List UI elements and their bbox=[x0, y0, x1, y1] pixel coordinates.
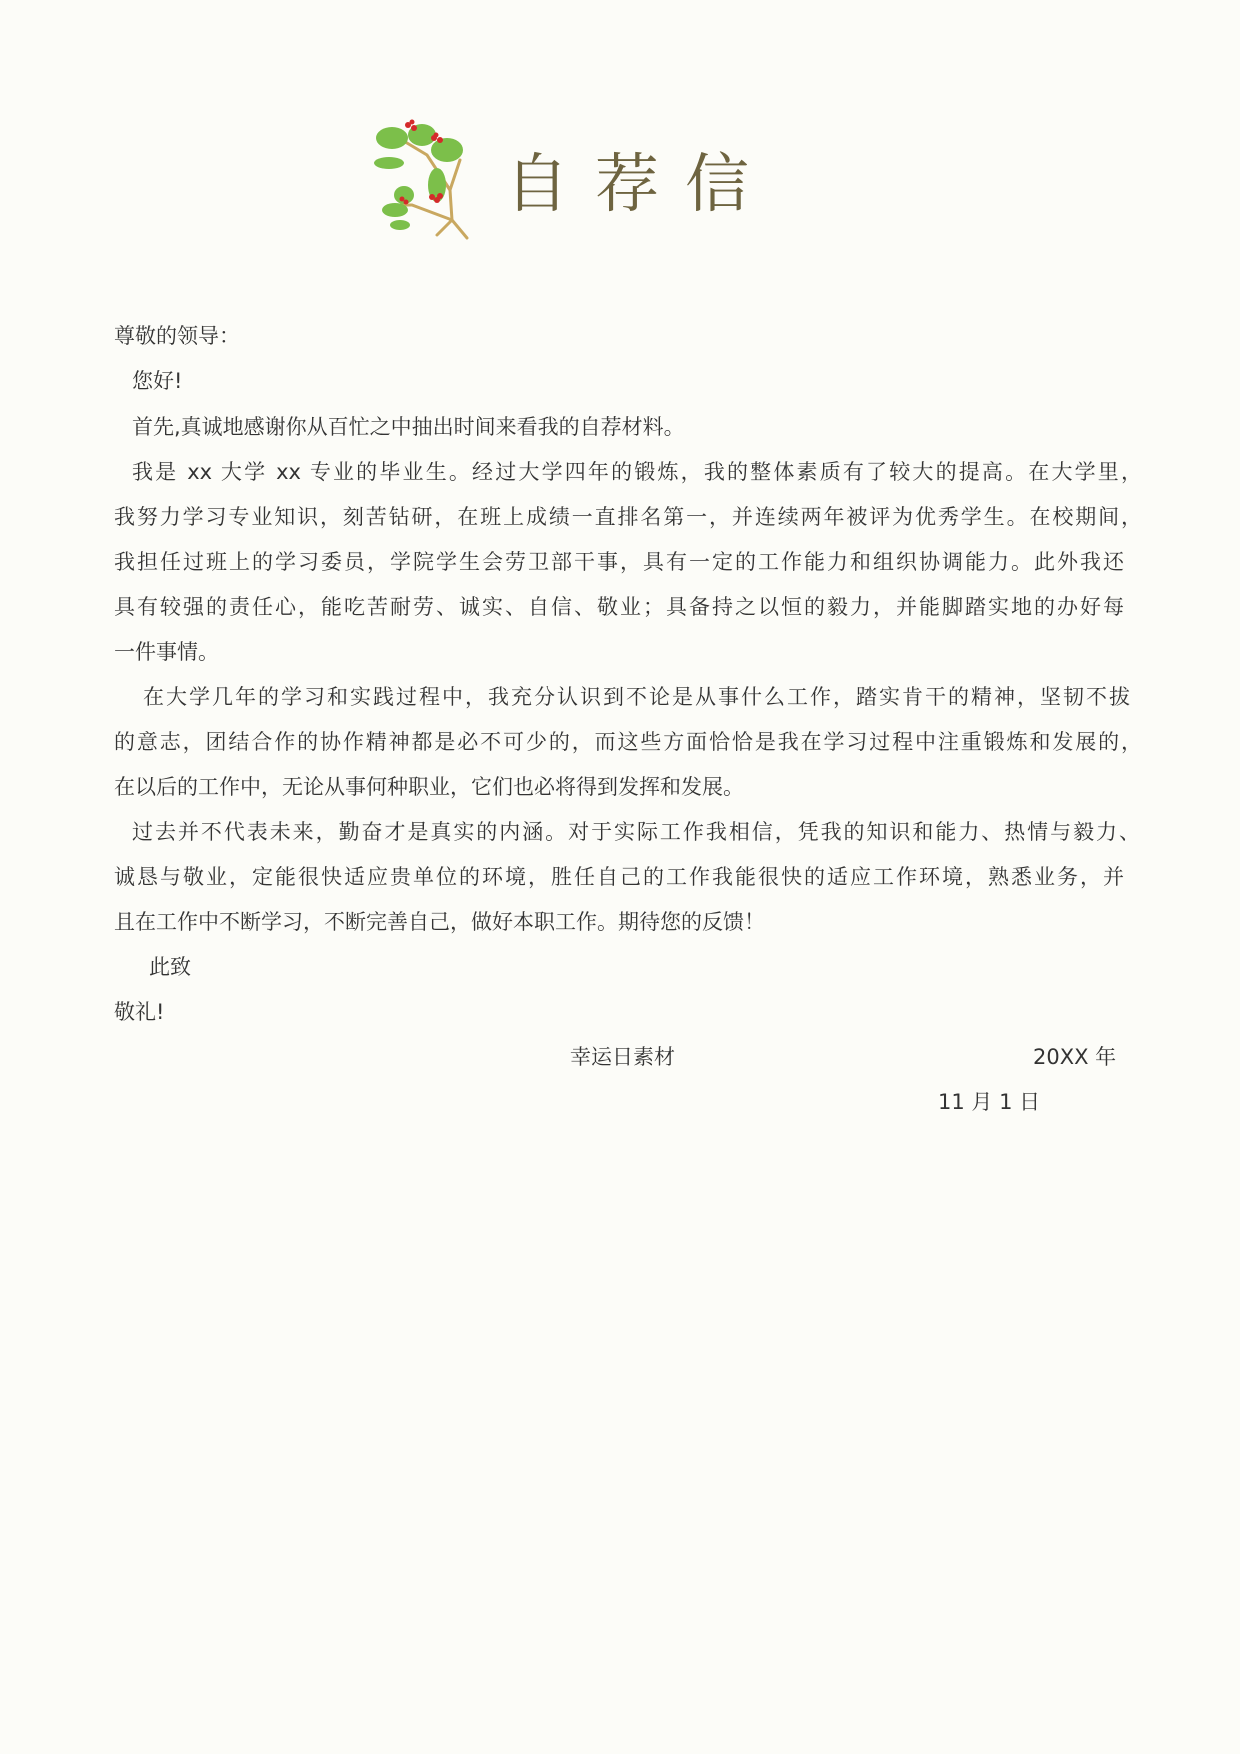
closing-line-1: 此致 bbox=[149, 955, 191, 979]
paragraph-3-line: 在以后的工作中，无论从事何种职业，它们也必将得到发挥和发展。 bbox=[114, 775, 744, 799]
closing-line-2: 敬礼! bbox=[114, 1000, 165, 1024]
paragraph-1: 首先,真诚地感谢你从百忙之中抽出时间来看我的自荐材料。 bbox=[132, 415, 685, 439]
greeting: 您好! bbox=[132, 369, 183, 393]
paragraph-2-line: 我担任过班上的学习委员，学院学生会劳卫部干事，具有一定的工作能力和组织协调能力。此外我还 bbox=[114, 550, 1124, 574]
signature: 幸运日素材 bbox=[570, 1045, 675, 1069]
paragraph-4-line: 且在工作中不断学习，不断完善自己，做好本职工作。期待您的反馈！ bbox=[114, 910, 765, 934]
paragraph-2-line: 我努力学习专业知识，刻苦钻研，在班上成绩一直排名第一，并连续两年被评为优秀学生。在校期间， bbox=[114, 505, 1142, 529]
paragraph-3-line: 的意志，团结合作的协作精神都是必不可少的，而这些方面恰恰是我在学习过程中注重锻炼和发展的， bbox=[114, 730, 1142, 754]
paragraph-2-line: 一件事情。 bbox=[114, 640, 219, 664]
paragraph-4-line: 诚恳与敬业，定能很快适应贵单位的环境，胜任自己的工作我能很快的适应工作环境，熟悉业务，并 bbox=[114, 865, 1124, 889]
paragraph-3-line: 在大学几年的学习和实践过程中，我充分认识到不论是从事什么工作，踏实肯干的精神，坚韧不拔 bbox=[143, 685, 1130, 709]
paragraph-4-line: 过去并不代表未来，勤奋才是真实的内涵。对于实际工作我相信，凭我的知识和能力、热情与毅力、 bbox=[132, 820, 1140, 844]
plant-branch-logo-icon bbox=[372, 110, 497, 245]
date-year: 20XX 年 bbox=[1033, 1045, 1117, 1069]
paragraph-2-line: 我是 xx 大学 xx 专业的毕业生。经过大学四年的锻炼，我的整体素质有了较大的提高。在大学里， bbox=[132, 460, 1142, 484]
salutation: 尊敬的领导： bbox=[114, 324, 240, 348]
date-day: 11 月 1 日 bbox=[938, 1090, 1041, 1114]
paragraph-2-line: 具有较强的责任心，能吃苦耐劳、诚实、自信、敬业；具备持之以恒的毅力，并能脚踏实地的办好每 bbox=[114, 595, 1124, 619]
page-title: 自荐信 bbox=[505, 148, 775, 222]
